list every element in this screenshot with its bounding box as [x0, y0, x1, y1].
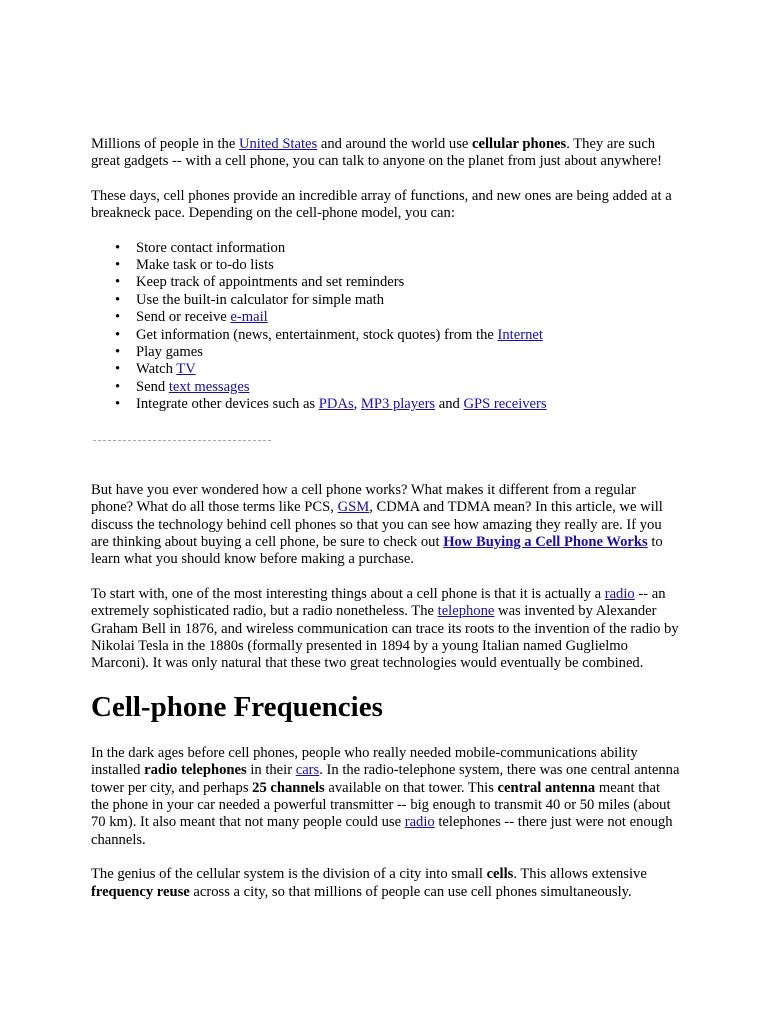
gsm-link[interactable]: GSM: [337, 499, 370, 516]
intro-paragraph: [91, 136, 681, 171]
functions-list: [91, 240, 681, 414]
list-item-text: Watch: [136, 361, 177, 378]
dark-ages-text-3: . In the radio-telephone system, there was one central antenna tower per city, and perhaps: [91, 762, 680, 796]
list-item-text: Integrate other devices such as: [136, 396, 319, 413]
radio-telephones-bold: radio telephones: [144, 762, 247, 779]
genius-text-2: . This allows extensive: [513, 866, 647, 883]
dashed-separator: [93, 440, 271, 441]
radio-text-1: To start with, one of the most interesting things about a cell phone is that it is actually a: [91, 585, 605, 602]
radio-link-2[interactable]: radio: [404, 814, 435, 831]
section-heading: Cell-phone Frequencies: [91, 690, 383, 723]
article-body: [91, 136, 681, 901]
central-antenna-bold: central antenna: [497, 779, 596, 796]
buying-cell-phone-link[interactable]: How Buying a Cell Phone Works: [443, 533, 648, 550]
intro-text-2: and around the world use: [317, 136, 473, 152]
frequency-reuse-bold: frequency reuse: [91, 883, 190, 900]
genius-paragraph: [91, 866, 681, 901]
cars-link[interactable]: cars: [295, 762, 320, 779]
list-item-text: Use the built-in calculator for simple math: [136, 291, 385, 308]
list-item: [136, 309, 681, 326]
email-link[interactable]: e-mail: [230, 309, 268, 326]
list-item: [136, 240, 681, 257]
list-item-text: Send or receive: [136, 309, 231, 326]
list-item-text: ,: [353, 396, 361, 413]
list-item-text: Play games: [136, 344, 203, 361]
list-item-text: Make task or to-do lists: [136, 257, 274, 274]
list-item-text: Get information (news, entertainment, stock quotes) from the: [136, 326, 498, 343]
list-item: [136, 379, 681, 396]
cellular-phones-bold: cellular phones: [472, 136, 567, 152]
internet-link[interactable]: Internet: [497, 326, 543, 343]
radio-text-2: -- an extremely sophisticated radio, but a radio nonetheless. The: [91, 585, 666, 620]
how-it-works-paragraph: [91, 482, 681, 569]
intro-text-1: Millions of people in the: [91, 136, 239, 152]
genius-text-1: The genius of the cellular system is the division of a city into small: [91, 866, 487, 883]
intro-text-3: . They are such great gadgets -- with a cell phone, you can talk to anyone on the planet from just about anywhere!: [91, 136, 662, 170]
how-works-text-1: But have you ever wondered how a cell phone works? What makes it different from a regular phone? What do all those terms like PCS,: [91, 481, 636, 516]
dark-ages-paragraph: [91, 745, 681, 849]
list-item: [136, 257, 681, 274]
list-item-text: and: [435, 396, 464, 413]
gps-receivers-link[interactable]: GPS receivers: [463, 396, 547, 413]
channels-bold: 25 channels: [252, 779, 325, 796]
list-item-text: Store contact information: [136, 239, 286, 256]
functions-intro-paragraph: These days, cell phones provide an incredible array of functions, and new ones are being added at a breakneck pace. Depending on the cell-phone model, you can:: [91, 187, 672, 222]
pdas-link[interactable]: PDAs: [318, 396, 354, 413]
genius-text-3: across a city, so that millions of people can use cell phones simultaneously.: [189, 883, 632, 900]
radio-text-3: was invented by Alexander Graham Bell in 1876, and wireless communication can trace its roots to the invention of the radio by Nikolai Tesla in the 1880s (formally presented in 1894 by a young Italian named Guglielmo Marconi). It was only natural that these two great technologies would eventually be combined.: [91, 603, 679, 672]
how-works-text-2: , CDMA and TDMA mean? In this article, we will discuss the technology behind cell phones so that you can see how amazing they really are. If you are thinking about buying a cell phone, be sure to check out: [91, 499, 663, 550]
tv-link[interactable]: TV: [176, 361, 196, 378]
list-item: [136, 292, 681, 309]
dark-ages-text-6: telephones -- there just were not enough channels.: [91, 814, 673, 848]
radio-paragraph: [91, 586, 681, 673]
united-states-link[interactable]: United States: [238, 136, 318, 152]
cells-bold: cells: [486, 866, 514, 883]
mp3-players-link[interactable]: MP3 players: [360, 396, 436, 413]
telephone-link[interactable]: telephone: [437, 603, 495, 620]
dark-ages-text-2: in their: [246, 762, 296, 779]
list-item-text: Send: [136, 378, 169, 395]
list-item: [136, 327, 681, 344]
list-item: [136, 396, 681, 413]
text-messages-link[interactable]: text messages: [168, 378, 250, 395]
list-item-text: Keep track of appointments and set reminders: [136, 274, 405, 291]
dark-ages-text-5: meant that the phone in your car needed a powerful transmitter -- big enough to transmit 40 or 50 miles (about 70 km). It also meant that not many people could use: [91, 779, 671, 831]
dark-ages-text-1: In the dark ages before cell phones, people who really needed mobile-communications ability installed: [91, 744, 638, 779]
how-works-text-3: to learn what you should know before making a purchase.: [91, 533, 663, 568]
radio-link[interactable]: radio: [604, 585, 635, 602]
dark-ages-text-4: available on that tower. This: [324, 779, 498, 796]
list-item: [136, 344, 681, 361]
list-item: [136, 361, 681, 378]
list-item: [136, 274, 681, 291]
